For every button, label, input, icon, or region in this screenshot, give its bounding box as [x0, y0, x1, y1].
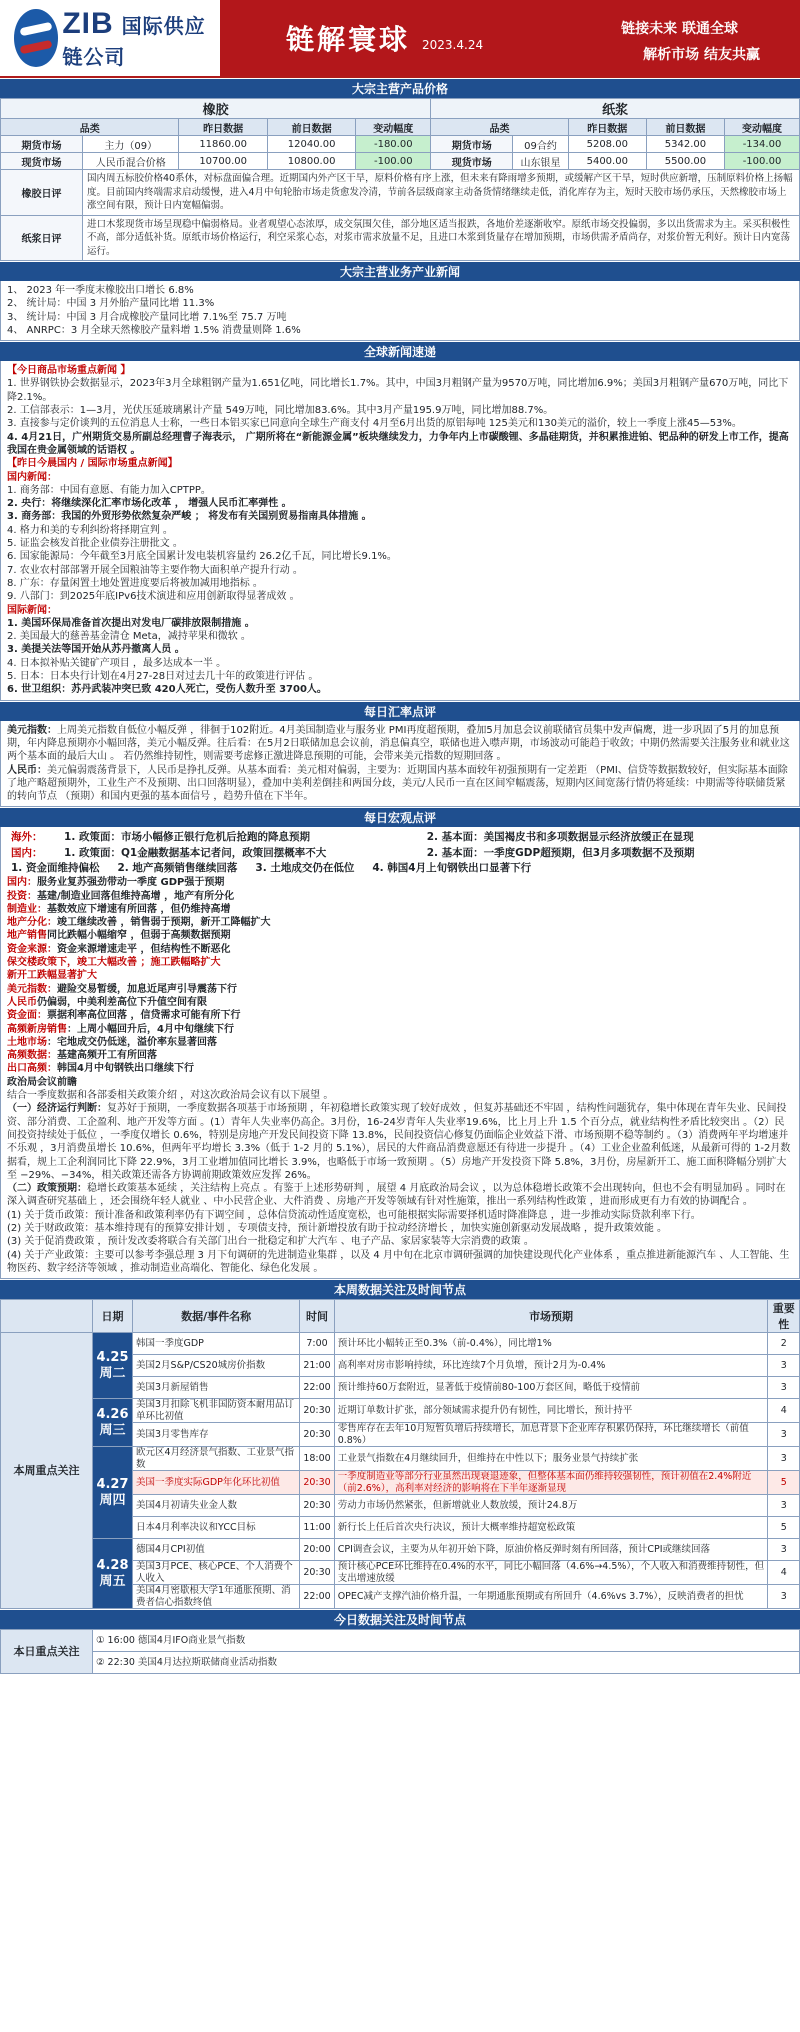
table-row: 现货市场 人民币混合价格 10700.00 10800.00 -100.00 现货市场 山东银星 5400.00 5500.00 -100.00 [1, 153, 800, 170]
list-item: 1. 世界钢铁协会数据显示，2023年3月全球粗钢产量为1.651亿吨，同比增长1.7%。其中，中国3月粗钢产量为9570万吨，同比增加6.9%；美国3月粗钢产量670万吨，同比下降2.1%。 [7, 378, 789, 403]
macro-tag: 地产分化：竣工继续改善 ，销售弱于预期，新开工降幅扩大 [7, 917, 271, 929]
today-table [0, 1629, 800, 1674]
list-item: 2. 美国最大的慈善基金清仓 Meta，减持苹果和微软 。 [7, 631, 251, 643]
section-global-news: 全球新闻速递 [0, 341, 800, 361]
report-header [0, 0, 800, 78]
macro-tag: 国内：服务业复苏强劲带动一季度 GDP强于预期 [7, 877, 225, 889]
pulp-heading: 纸浆 [431, 99, 800, 119]
macro-tag: 人民币仍偏弱，中美利差高位下升值空间有限 [7, 996, 207, 1008]
table-row: 4.27 周四 欧元区4月经济景气指数、工业景气指数 18:00 工业景气指数在4月继续回升，但维持在中性以下；服务业景气持续扩张 3 [1, 1447, 800, 1471]
macro-tag: 地产销售同比跌幅小幅缩窄 ，但弱于高频数据预期 [7, 930, 231, 942]
report-date: 2023.4.24 [422, 38, 484, 52]
list-item: 8. 广东：存量闲置土地处置进度要后将被加减用地指标 。 [7, 577, 263, 589]
company-logo [0, 0, 220, 76]
list-item: 3. 直接参与定价谈判的五位消息人士称，一些日本铝买家已同意向全球生产商支付 4月至6月出货的原铝每吨 125美元和130美元的溢价，较上一季度上涨45—53%。 [7, 418, 742, 430]
slogan: 链接未来 联通全球 解析市场 结友共赢 [621, 21, 760, 63]
macro-tag: 高频数据：基建高频开工有所回落 [7, 1050, 157, 1062]
fx-comment: 美元指数：上周美元指数自低位小幅反弹 ，徘徊于102附近。4月美国制造业与服务业 PMI再度超预期，叠加5月加息会议前联储官员集中发声偏鹰，进一步巩固了5月的加息预期，年内降息预期亦小幅回落，美元小幅反弹。往后看：在5月2日联储加息会议前，消息偏真空，联储也进入噤声期，市场波动可能趋于收敛；中期仍然需要关注服务业和就业这两个基本面的最后大山 。 若仍然维持韧性，则需要考虑修正激进降息预期的可能，会带来美元指数的短期回落 。 人民币：美元偏弱震荡背景下，人民币是挣扎反弹。从基本面看：美元相对偏弱，主要为：近期国内基本面较年初强预期有一定差距 （PMI、信贷等数据数较好，但实际基本面除了地产略超预期外，工业生产不及预期、出口回落明显），叠加中美利差倒挂和两国分歧，美元/人民币一直在区间窄幅震荡，短期内区间宽荡行情仍将延续：中期需等待联储货紧的转向节点 （预期）和国内更强的基本面信号 ，趋势升值在下半年。 [0, 721, 800, 808]
table-row: 美国2月S&P/CS20城房价指数 21:00 高利率对房市影响持续，环比连续7个月负增，预计2月为-0.4% 3 [1, 1355, 800, 1377]
macro-tag: 投资：基建/制造业回落但维持高增 ，地产有所分化 [7, 890, 235, 902]
list-item: 1. 美国环保局准备首次提出对发电厂碳排放限制措施 。 [7, 617, 255, 629]
table-row: 美国3月PCE、核心PCE、个人消费个人收入 20:30 预计核心PCE环比维持在0.4%的水平，同比小幅回落（4.6%→4.5%），个人收入和消费维持韧性，但支出增速放缓 4 [1, 1561, 800, 1585]
macro-tag: 土地市场：宅地成交仍低迷，溢价率东显著回落 [7, 1036, 217, 1048]
list-item: 1、 2023 年一季度末橡胶出口增长 6.8% [7, 285, 194, 296]
rubber-heading: 橡胶 [1, 99, 431, 119]
table-row: 美国3月零售库存 20:30 零售库存在去年10月短暂负增后持续增长，加息背景下企业库存积累仍保持，环比继续增长（前值0.8%） 3 [1, 1423, 800, 1447]
list-item: 3、 统计局：中国 3 月合成橡胶产量同比增 7.1%至 75.7 万吨 [7, 311, 287, 323]
table-row: 本周重点关注 4.25 周二 韩国一季度GDP 7:00 预计环比小幅转正至0.3%（前-0.4%），同比增1% 2 [1, 1333, 800, 1355]
table-row: 美国3月新屋销售 22:00 预计维持60万套附近，显著低于疫情前80-100万套区间，略低于疫情前 3 [1, 1377, 800, 1399]
table-row: 4.28 周五 德国4月CPI初值 20:00 CPI调查会议，主要为从年初开始下降，原油价格反弹时刻有所回落，预计CPI或继续回落 3 [1, 1539, 800, 1561]
global-news [0, 361, 800, 700]
today-label: 本日重点关注 [1, 1630, 93, 1674]
macro-tags [7, 876, 793, 1075]
macro-tag: 新开工跌幅显著扩大 [7, 970, 97, 982]
macro-tag: 资金来源：资金来源增速走平 ，但结构性不断恶化 [7, 943, 231, 955]
list-item: ② 22:30 美国4月达拉斯联储商业活动指数 [93, 1652, 800, 1674]
week-schedule-table: 日期 数据/事件名称 时间 市场预期 重要性 本周重点关注 4.25 周二 韩国一季度GDP 7:00 预计环比小幅转正至0.3%（前-0.4%），同比增1% 2 美国2月S&P/CS20城房价指数 21:00 高利率对房市影响持续，环比连续7个月负增，预计2月为-0.4% 3 美国3月新屋销售 22:00 预计维持60万套附近，显著低于疫情前80-100万套区间，略低于疫情前 3 4.26 周三 美国3月扣除飞机非国防资本耐用品订单环比初值 20:30 近期订单数计扩张，部分领域需求提升仍有韧性，同比增长，预计持平 4 美国3月零售库存 20:30 零售库存在去年10月短暂负增后持续增长，加息背景下企业库存积累仍保持，环比继续增长（前值0.8%） 3 4.27 周四 欧元区4月经济景气指数、工业景气指数 18:00 工业景气指数在4月继续回升，但维持在中性以下；服务业景气持续扩张 3 美国一季度实际GDP年化环比初值 20:30 一季度制造业等部分行业虽然出现衰退迹象，但整体基本面仍维持较强韧性，预计初值在2.4%附近（前2.6%），高利率对经济的影响将在下半年逐渐显现 5 美国4月初请失业金人数 20:30 劳动力市场仍然紧张，但新增就业人数放缓，预计24.8万 3 日本4月利率决议和YCC目标 11:00 新行长上任后首次央行决议，预计大概率维持超宽松政策 5 4.28 周五 德国4月CPI初值 20:00 CPI调查会议，主要为从年初开始下降，原油价格反弹时刻有所回落，预计CPI或继续回落 3 美国3月PCE、核心PCE、个人消费个人收入 20:30 预计核心PCE环比维持在0.4%的水平，同比小幅回落（4.6%→4.5%），个人收入和消费维持韧性，但支出增速放缓 4 美国4月密歇根大学1年通胀预期、消费者信心指数终值 22:00 OPEC减产支撑汽油价格升温，一年期通胀预期或有所回升（4.6%vs 3.7%），反映消费者的担忧 3 [0, 1299, 800, 1609]
report-title: 链解寰球 [286, 23, 411, 56]
section-macro: 每日宏观点评 [0, 807, 800, 827]
industry-news-list [0, 281, 800, 341]
macro-tag: 高频新房销售：上周小幅回升后，4月中旬继续下行 [7, 1023, 234, 1035]
list-item: ① 16:00 德国4月IFO商业景气指数 [93, 1630, 800, 1652]
intl-label: 国际新闻： [7, 604, 57, 616]
list-item: 5. 证监会核发首批企业债券注册批文 。 [7, 538, 183, 550]
schedule-day: 4.28 周五 [93, 1539, 133, 1609]
list-item: 1. 商务部：中国有意愿、有能力加入CPTPP。 [7, 484, 211, 496]
table-row: 美国4月初请失业金人数 20:30 劳动力市场仍然紧张，但新增就业人数放缓，预计24.8万 3 [1, 1495, 800, 1517]
macro-tag: 保交楼政策下，竣工大幅改善 ；施工跌幅略扩大 [7, 957, 221, 969]
list-item: 2、 统计局：中国 3 月外胎产量同比增 11.3% [7, 298, 215, 310]
list-item: 4. 日本拟补贴关键矿产项目 ，最多达成本一半 。 [7, 657, 227, 669]
section-fx: 每日汇率点评 [0, 701, 800, 721]
table-row: 期货市场 主力（09） 11860.00 12040.00 -180.00 期货市场 09合约 5208.00 5342.00 -134.00 [1, 136, 800, 153]
list-item: 3. 美提关法等国开始从苏丹撤离人员 。 [7, 644, 185, 656]
schedule-day: 4.27 周四 [93, 1447, 133, 1539]
week-side-label: 本周重点关注 [1, 1333, 93, 1609]
intl-news-title: 【昨日今晨国内 / 国际市场重点新闻】 [7, 458, 178, 470]
schedule-day: 4.25 周二 [93, 1333, 133, 1399]
list-item: 2. 央行：将继续深化汇率市场化改革 ， 增强人民币汇率弹性 。 [7, 498, 292, 510]
globe-logo-icon [14, 9, 58, 67]
list-item: 7. 农业农村部部署开展全国粮油等主要作物大面积单产提升行动 。 [7, 564, 303, 576]
section-today: 今日数据关注及时间节点 [0, 1609, 800, 1629]
list-item: 5. 日本：日本央行计划在4月27-28日对过去几十年的政策进行评估 。 [7, 671, 319, 683]
macro-tag: 资金面：票据利率高位回落 ，信贷需求可能有所下行 [7, 1010, 241, 1022]
pulp-comment: 进口木浆现货市场呈现稳中偏弱格局。业者观望心态浓厚，成交氛围欠佳，部分地区适当报跌，各地价差逐渐收窄。原纸市场交投偏弱，多以出货需求为主。采买积极性不高，部分适低补货。原纸市场价格运行，利空采浆心态，对浆市需求放量不足，且进口木浆到货量存在增加预期，市场供需矛盾尚存，对浆价暂无利好。预计日内宽荡运行。 [83, 215, 800, 261]
pulp-comment-label: 纸浆日评 [1, 215, 83, 261]
list-item: 4. 格力和美的专利纠纷将择期宣判 。 [7, 524, 173, 536]
list-item: 4. 4月21日，广州期货交易所副总经理曹子海表示， 广期所将在“新能源金属”板块继续发力，力争年内上市碳酸锂、多晶硅期货，并积累推进铂、钯品种的研发上市工作，提高我国在贵金属领域的话语权 。 [7, 431, 789, 456]
list-item: 6. 国家能源局：今年截至3月底全国累计发电装机容量约 26.2亿千瓦，同比增长9.1%。 [7, 551, 397, 563]
schedule-day: 4.26 周三 [93, 1399, 133, 1447]
macro-comment: 海外： 1. 政策面：市场小幅修正银行危机后抢跑的降息预期 2. 基本面：美国褐皮书和多项数据显示经济放缓正在显现 国内： 1. 政策面：Q1金融数据基本记者问，政策回摆概率不大 2. 基本面：一季度GDP超预期，但3月多项数据不及预期 1. 资金面维持偏松 2. 地产高频销售继续回落 3. 土地成交仍在低位 4. 韩国4月上旬钢铁出口显著下行 国内：服务业复苏强劲带动一季度 GDP强于预期 投资：基建/制造业回落但维持高增 ，地产有所分化 制造业：基数效应下增速有所回落 ，但仍维持高增 地产分化：竣工继续改善 ，销售弱于预期，新开工降幅扩大 地产销售同比跌幅小幅缩窄 ，但弱于高频数据预期 资金来源：资金来源增速走平 ，但结构性不断恶化 保交楼政策下，竣工大幅改善 ；施工跌幅略扩大 新开工跌幅显著扩大 美元指数：避险交易暂缓，加息近尾声引导震荡下行 人民币仍偏弱，中美利差高位下升值空间有限 资金面：票据利率高位回落 ，信贷需求可能有所下行 高频新房销售：上周小幅回升后，4月中旬继续下行 土地市场：宅地成交仍低迷，溢价率东显著回落 高频数据：基建高频开工有所回落 出口高频：韩国4月中旬钢铁出口继续下行 政治局会议前瞻 结合一季度数据和各部委相关政策介绍 ，对这次政治局会议有以下展望 。 （一）经济运行判断：复苏好于预期，一季度数据各项基于市场预期 ，年初稳增长政策实现了较好成效 ，但复苏基础还不牢固 ，结构性问题犹存，集中体现在青年失业、民间投资、部分消费、工企盈利、地产开发等方面 。(1）青年人失业率仍高企。3月份，16-24岁青年人失业率19.6%，比上月上升 1.5 个百分点，就业结构性矛盾比较突出 。（2）民间投资持续处于低位 ，一季度仅增长 0.6%，特别是房地产开发民间投资下降 13.8%，民间投资信心修复仍面临企业效益下滑、市场预期不稳等制约 。（3）消费两年平均增速并不乐观 ，3月消费虽增长 10.6%，但两年平均增长 3.3%（低于 1-2 月的 5.1%），居民的大件商品消费意愿还有待进一步提升 。（4）工业企业盈利低迷，从最新可得的 1-2月数据看，规上工企利润同比下降 22.9%，3月工业增加值同比增长 3.9%，也略低于市场一致预期 。（5）房地产开发投资下降 5.8%，3月份，房屋新开工、施工面积降幅分别扩大至 −29%、−34%，相关政策还需各方协调前期政策效应发挥 26%。 （二）政策预期：稳增长政策基本延续 ，关注结构上亮点 。有鉴于上述形势研判 ，展望 4 月底政治局会议 ，以为总体稳增长政策不会出现转向，但也不会有明显加码 。同时在深入调查研究基础上 ，还会围绕年轻人就业 、中小民营企业、大件消费 、房地产开发等领域有针对性施策，推出一系列结构性政策 ，进而形成更有力有效的协调配合 。 (1) 关于货币政策：预计准备和政策利率仍有下调空间 ，总体信贷流动性适度宽松，也可能根据实际需要择机适时降准降息 ，进一步推动实际贷款利率下行。 (2) 关于财政政策：基本维持现有的预算安排计划 ，专项债支持，预计新增投放有助于拉动经济增长 ，加快实施创新驱动发展战略 ，提升政策效能 。 (3) 关于促消费政策 ，预计发改委将联合有关部门出台一批稳定和扩大汽车 、电子产品、家居家装等大宗消费的政策 。 (4) 关于产业政策：主要可以参考李强总理 3 月下旬调研的先进制造业集群 ，以及 4 月中旬在北京市调研强调的加快建设现代化产业体系 ，重点推进新能源汽车 、人工智能、生物医药、数字经济等领域 ，推动制造业高端化、智能化、绿色化发展 。 [0, 827, 800, 1279]
meeting-title: 政治局会议前瞻 [7, 1076, 77, 1088]
section-price: 大宗主营产品价格 [0, 78, 800, 98]
section-week: 本周数据关注及时间节点 [0, 1279, 800, 1299]
table-row: 美国4月密歇根大学1年通胀预期、消费者信心指数终值 22:00 OPEC减产支撑汽油价格升温，一年期通胀预期或有所回升（4.6%vs 3.7%），反映消费者的担忧 3 [1, 1585, 800, 1609]
rubber-comment-label: 橡胶日评 [1, 170, 83, 216]
commodity-news-title: 【今日商品市场重点新闻 】 [7, 365, 131, 377]
macro-tag: 美元指数：避险交易暂缓，加息近尾声引导震荡下行 [7, 983, 237, 995]
macro-tag: 出口高频：韩国4月中旬钢铁出口继续下行 [7, 1063, 194, 1075]
list-item: 2. 工信部表示：1—3月，光伏压延玻璃累计产量 549万吨，同比增加83.6%。其中3月产量195.9万吨，同比增加88.7%。 [7, 405, 554, 417]
price-table: 橡胶 纸浆 品类 昨日数据 前日数据 变动幅度 品类 昨日数据 前日数据 变动幅度 期货市场 主力（09） 11860.00 12040.00 -180.00 期货市场 09合约 5208.00 5342.00 -134.00 现货市场 人民币混合价格 10700.00 10800.00 -100.00 现货市场 山东银星 5400.00 5500.00 -100.00 橡胶日评 国内周五标胶价格40系休，对标盘面偏合理。近期国内外产区干旱，原料价格有序上涨，但未来有降雨增多预期，或缓解产区干旱，短时供应新增，压制原料价格上扬幅度。目前国内终端需求启动缓慢，进入4月中旬轮胎市场走货愈发冷清，节前各层级商家主动备货情绪继续走低，消化库存为主，短时天胶市场仍承压，天然橡胶市场上涨空间有限，预计日内宽幅偏弱。 纸浆日评 进口木浆现货市场呈现稳中偏弱格局。业者观望心态浓厚，成交氛围欠佳，部分地区适当报跌，各地价差逐渐收窄。原纸市场交投偏弱，多以出货需求为主。采买积极性不高，部分适低补货。原纸市场价格运行，利空采浆心态，对浆市需求放量不足，且进口木浆到货量存在增加预期，市场供需矛盾尚存，对浆价暂无利好。预计日内宽荡运行。 [0, 98, 800, 261]
list-item: 3. 商务部：我国的外贸形势依然复杂严峻 ； 将发布有关国别贸易指南具体措施 。 [7, 511, 372, 523]
domestic-label: 国内新闻： [7, 471, 57, 483]
section-industry-news: 大宗主营业务产业新闻 [0, 261, 800, 281]
macro-tag: 制造业：基数效应下增速有所回落 ，但仍维持高增 [7, 903, 231, 915]
list-item: 9. 八部门：到2025年底IPv6技术演进和应用创新取得显著成效 。 [7, 591, 300, 603]
rubber-comment: 国内周五标胶价格40系休，对标盘面偏合理。近期国内外产区干旱，原料价格有序上涨，但未来有降雨增多预期，或缓解产区干旱，短时供应新增，压制原料价格上扬幅度。目前国内终端需求启动缓慢，进入4月中旬轮胎市场走货愈发冷清，节前各层级商家主动备货情绪继续走低，消化库存为主，短时天胶市场仍承压，天然橡胶市场上涨空间有限，预计日内宽幅偏弱。 [83, 170, 800, 216]
brand-en: ZIB [62, 6, 114, 40]
table-row: 4.26 周三 美国3月扣除飞机非国防资本耐用品订单环比初值 20:30 近期订单数计扩张，部分领域需求提升仍有韧性，同比增长，预计持平 4 [1, 1399, 800, 1423]
table-row: 美国一季度实际GDP年化环比初值 20:30 一季度制造业等部分行业虽然出现衰退迹象，但整体基本面仍维持较强韧性，预计初值在2.4%附近（前2.6%），高利率对经济的影响将在下半年逐渐显现 5 [1, 1471, 800, 1495]
list-item: 6. 世卫组织：苏丹武装冲突已致 420人死亡，受伤人数升至 3700人。 [7, 684, 327, 696]
brand-cn: 国际供应链公司 [62, 13, 206, 69]
table-row: 日本4月利率决议和YCC目标 11:00 新行长上任后首次央行决议，预计大概率维持超宽松政策 5 [1, 1517, 800, 1539]
list-item: 4、 ANRPC：3 月全球天然橡胶产量料增 1.5% 消费量则降 1.6% [7, 324, 301, 336]
